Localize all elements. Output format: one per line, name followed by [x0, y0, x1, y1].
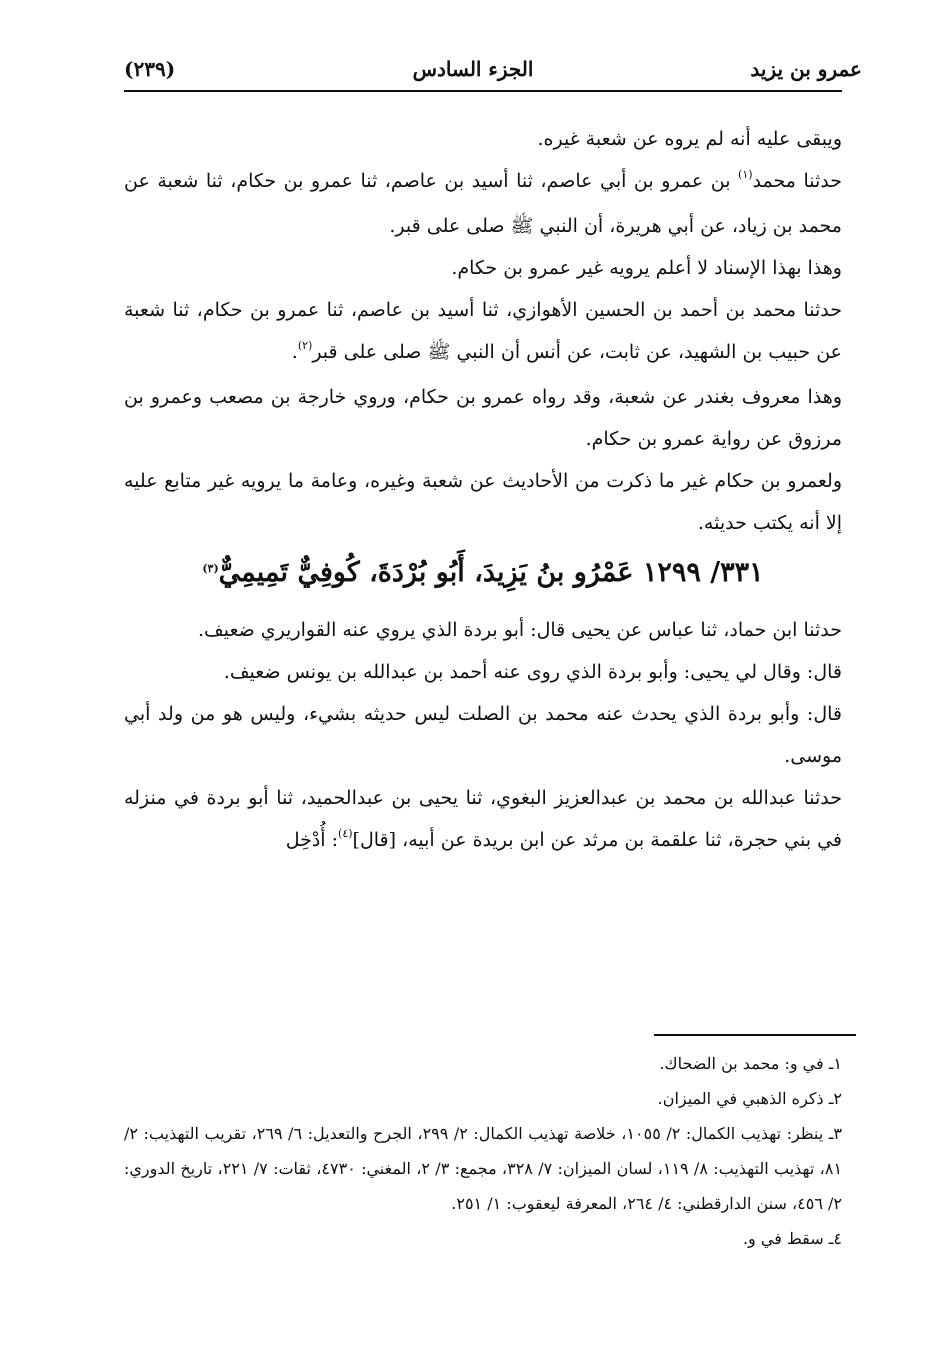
footnote-separator	[654, 1034, 856, 1036]
running-header-volume: الجزء السادس	[412, 57, 534, 81]
footnote-marker: (١)	[738, 168, 753, 181]
main-text	[124, 118, 842, 864]
paragraph: قال: وقال لي يحيى: وأبو بردة الذي روى عنه أحمد بن عبدالله بن يونس ضعيف.	[223, 661, 842, 683]
footnote-marker: (٤)	[338, 827, 353, 840]
footnote: ٤ـ سقط في و.	[742, 1229, 842, 1248]
paragraph: حدثنا ابن حماد، ثنا عباس عن يحيى قال: أبو بردة الذي يروي عنه القواريري ضعيف.	[198, 619, 842, 641]
paragraph: حدثنا محمد$^{(١)}$ بن عمرو بن أبي عاصم، ثنا أسيد بن عاصم، ثنا عمرو بن حكام، ثنا شعبة عن محمد بن زياد، عن أبي هريرة، أن النبي ﷺ صلى على قبر.	[124, 168, 842, 237]
footnote-marker: (٣)	[202, 562, 219, 575]
paragraph: قال: وأبو بردة الذي يحدث عنه محمد بن الصلت ليس حديثه بشيء، وليس هو من ولد أبي موسى.	[124, 703, 842, 767]
footnote: ٣ـ ينظر: تهذيب الكمال: ٢/ ١٠٥٥، خلاصة تهذيب الكمال: ٢/ ٢٩٩، الجرح والتعديل: ٦/ ٢٦٩، تقريب التهذيب: ٢/ ٨١، تهذيب التهذيب: ٨/ ١١٩، لسان الميزان: ٧/ ٣٢٨، مجمع: ٣/ ٢، المغني: ٤٧٣٠، ثقات: ٧/ ٢٢١، تاريخ الدوري: ٢/ ٤٥٦، سنن الدارقطني: ٤/ ٢٦٤، المعرفة ليعقوب: ١/ ٢٥١.	[124, 1124, 843, 1213]
paragraph: وهذا معروف بغندر عن شعبة، وقد رواه عمرو بن حكام، وروي خارجة بن مصعب وعمرو بن مرزوق عن رواية عمرو بن حكام.	[124, 386, 842, 450]
paragraph: حدثنا عبدالله بن محمد بن عبدالعزيز البغوي، ثنا يحيى بن عبدالحميد، ثنا أبو بردة في منزله في بني حجرة، ثنا علقمة بن مرثد عن ابن بريدة عن أبيه، [قال]$^{(٤)}$: أُدْخِل	[124, 787, 842, 851]
paragraph: حدثنا محمد بن أحمد بن الحسين الأهوازي، ثنا أسيد بن عاصم، ثنا عمرو بن حكام، ثنا شعبة عن حبيب بن الشهيد، عن ثابت، عن أنس أن النبي ﷺ صلى على قبر$^{(٢)}$.	[124, 299, 842, 363]
footnote: ١ـ في و: محمد بن الضحاك.	[659, 1054, 842, 1073]
header-rule	[124, 90, 842, 92]
page-number: (٢٣٩)	[124, 57, 176, 81]
running-header-entry-name: عمرو بن يزيد	[750, 57, 862, 81]
footnote: ٢ـ ذكره الذهبي في الميزان.	[657, 1089, 842, 1108]
paragraph: وهذا بهذا الإسناد لا أعلم يرويه غير عمرو بن حكام.	[451, 257, 842, 279]
paragraph: ولعمرو بن حكام غير ما ذكرت من الأحاديث عن شعبة وغيره، وعامة ما يرويه غير متابع عليه إلا أنه يكتب حديثه.	[124, 470, 842, 534]
footnote-marker: (٢)	[297, 339, 313, 352]
footnotes	[124, 1046, 842, 1256]
paragraph: ويبقى عليه أنه لم يروه عن شعبة غيره.	[537, 128, 842, 150]
entry-title: ٣٣١/ ١٢٩٩ عَمْرُو بنُ يَزِيدَ، أَبُو بُرْدَةَ، كُوفِيٌّ تَمِيمِيٌّ$^{(٣)}$	[202, 557, 764, 588]
